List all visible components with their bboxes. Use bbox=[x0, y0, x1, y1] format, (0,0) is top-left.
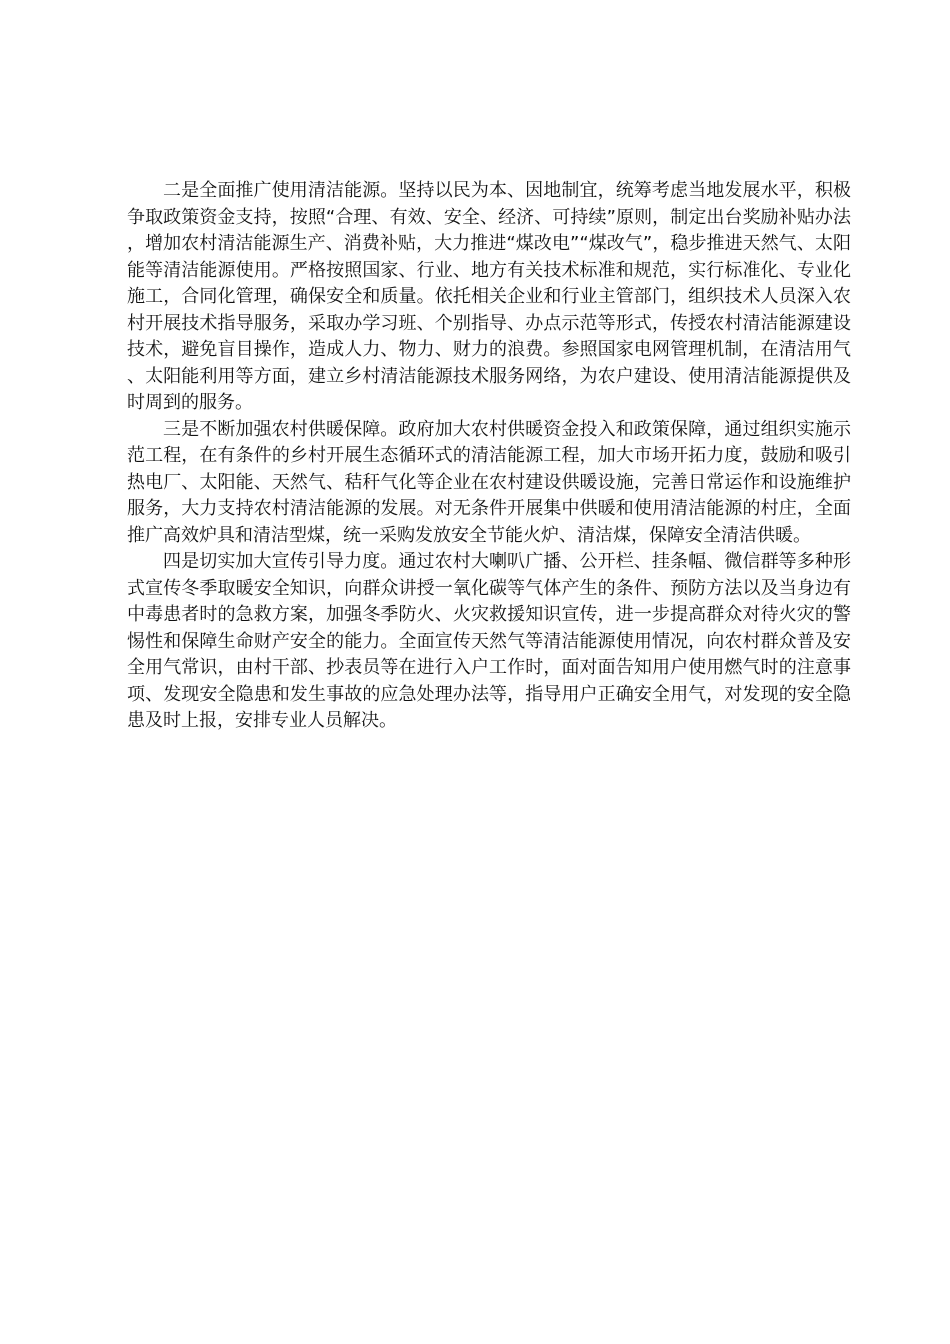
paragraph-heating-guarantee: 三是不断加强农村供暖保障。政府加大农村供暖资金投入和政策保障，通过组织实施示范工程，在有条件的乡村开展生态循环式的清洁能源工程，加大市场开拓力度，鼓励和吸引热电厂、太阳能、天然气、秸秆气化等企业在农村建设供暖设施，完善日常运作和设施维护服务，大力支持农村清洁能源的发展。对无条件开展集中供暖和使用清洁能源的村庄，全面推广高效炉具和清洁型煤，统一采购发放安全节能火炉、清洁煤，保障安全清洁供暖。 bbox=[127, 418, 851, 546]
paragraph-clean-energy: 二是全面推广使用清洁能源。坚持以民为本、因地制宜，统筹考虑当地发展水平，积极争取政策资金支持，按照“合理、有效、安全、经济、可持续”原则，制定出台奖励补贴办法，增加农村清洁能源生产、消费补贴，大力推进“煤改电”“煤改气”，稳步推进天然气、太阳能等清洁能源使用。严格按照国家、行业、地方有关技术标准和规范，实行标准化、专业化施工，合同化管理，确保安全和质量。依托相关企业和行业主管部门，组织技术人员深入农村开展技术指导服务，采取办学习班、个别指导、办点示范等形式，传授农村清洁能源建设技术，避免盲目操作，造成人力、物力、财力的浪费。参照国家电网管理机制，在清洁用气、太阳能利用等方面，建立乡村清洁能源技术服务网络，为农户建设、使用清洁能源提供及时周到的服务。 bbox=[127, 180, 851, 413]
document-body bbox=[127, 178, 851, 735]
paragraph-publicity-guidance: 四是切实加大宣传引导力度。通过农村大喇叭广播、公开栏、挂条幅、微信群等多种形式宣传冬季取暖安全知识，向群众讲授一氧化碳等气体产生的条件、预防方法以及当身边有中毒患者时的急救方案，加强冬季防火、火灾救援知识宣传，进一步提高群众对待火灾的警惕性和保障生命财产安全的能力。全面宣传天然气等清洁能源使用情况，向农村群众普及安全用气常识，由村干部、抄表员等在进行入户工作时，面对面告知用户使用燃气时的注意事项、发现安全隐患和发生事故的应急处理办法等，指导用户正确安全用气，对发现的安全隐患及时上报，安排专业人员解决。 bbox=[127, 551, 851, 731]
